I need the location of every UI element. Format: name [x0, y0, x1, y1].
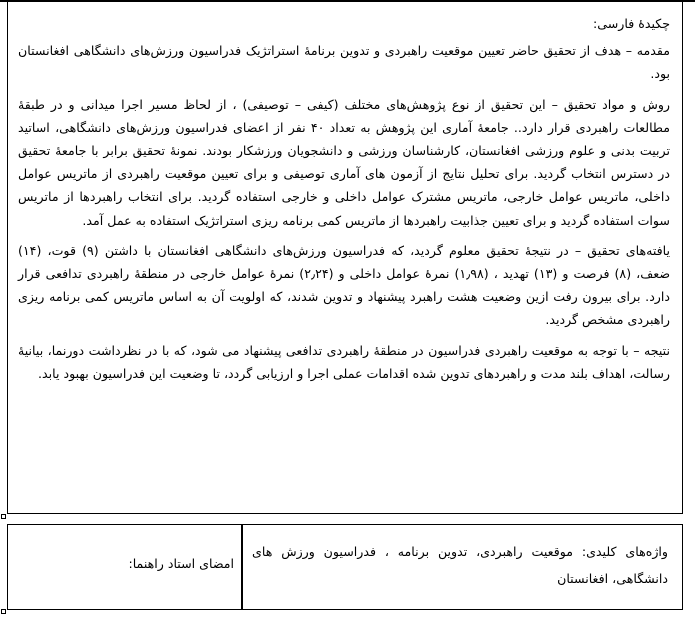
abstract-findings-paragraph: یافته‌های تحقیق – در نتیجۀ تحقیق معلوم گردید، که فدراسیون ورزش‌های دانشگاهی افغانستان با داشتن (۹) قوت، (۱۴) ضعف، (۸) فرصت و (۱۳) تهدید ، (۱٫۹۸) نمرۀ عوامل داخلی و (۲٫۲۴) نمرۀ عوامل خارجی در منطقۀ راهبردی تدافعی قرار دارد. برای بیرون رفت ازین وضعیت هشت راهبرد پیشنهاد و تدوین شدند، که اولویت آن به اساس ماتریس کمی برنامه ریزی راهبردی مشخص گردید.: [18, 242, 671, 328]
abstract-heading: چکیدۀ فارسی:: [593, 16, 670, 31]
abstract-conclusion-paragraph: نتیجه – با توجه به موقعیت راهبردی فدراسیون در منطقۀ راهبردی تدافعی پیشنهاد می شود، که با در نظرداشت دورنما، بیانیۀ رسالت، اهداف بلند مدت و راهبردهای تدوین شده اقدامات عملی اجرا و ارزیابی گردد، تا وضعیت این فدراسیون بهبود یابد.: [18, 342, 670, 381]
abstract-box: [7, 2, 683, 514]
keywords-text: واژه‌های کلیدی: موقعیت راهبردی، تدوین برنامه ، فدراسیون ورزش های دانشگاهی، افغانستان: [252, 544, 668, 586]
abstract-intro-paragraph: مقدمه – هدف از تحقیق حاضر تعیین موقعیت راهبردی و تدوین برنامۀ استراتژیک فدراسیون ورزش‌های دانشگاهی افغانستان بود.: [18, 43, 670, 82]
supervisor-signature-label: امضای استاد راهنما:: [128, 556, 234, 571]
abstract-text: [18, 12, 670, 392]
corner-marker-upper: [1, 514, 6, 519]
footer-column-divider: [241, 525, 243, 609]
corner-marker-lower: [1, 609, 6, 614]
footer-box: [7, 524, 683, 610]
abstract-methods-paragraph: روش و مواد تحقیق – این تحقیق از نوع پژوهش‌های مختلف (کیفی – توصیفی) ، از لحاظ مسیر اجرا میدانی و در طبقۀ مطالعات راهبردی قرار دارد.. جامعۀ آماری این پژوهش به تعداد ۴۰ نفر از اعضای فدراسیون ورزش‌های دانشگاهی، اساتید تربیت بدنی و علوم ورزشی افغانستان، کارشناسان ورزشی و دانشجویان ورزشکار بودند. نمونۀ تحقیق برابر با جامعۀ تحقیق در دسترس انتخاب گردید. برای تحلیل نتایج از آزمون های آماری توصیفی و برای تعیین موقعیت راهبردی از ماتریس عوامل داخلی، ماتریس عوامل خارجی، ماتریس مشترک عوامل داخلی و خارجی استفاده گردید. برای انتخاب راهبردها از ماتریس سوات استفاده گردید و برای تعیین جذابیت راهبردها از ماتریس کمی برنامه ریزی استراتژیک استفاده به عمل آمد.: [18, 96, 671, 228]
